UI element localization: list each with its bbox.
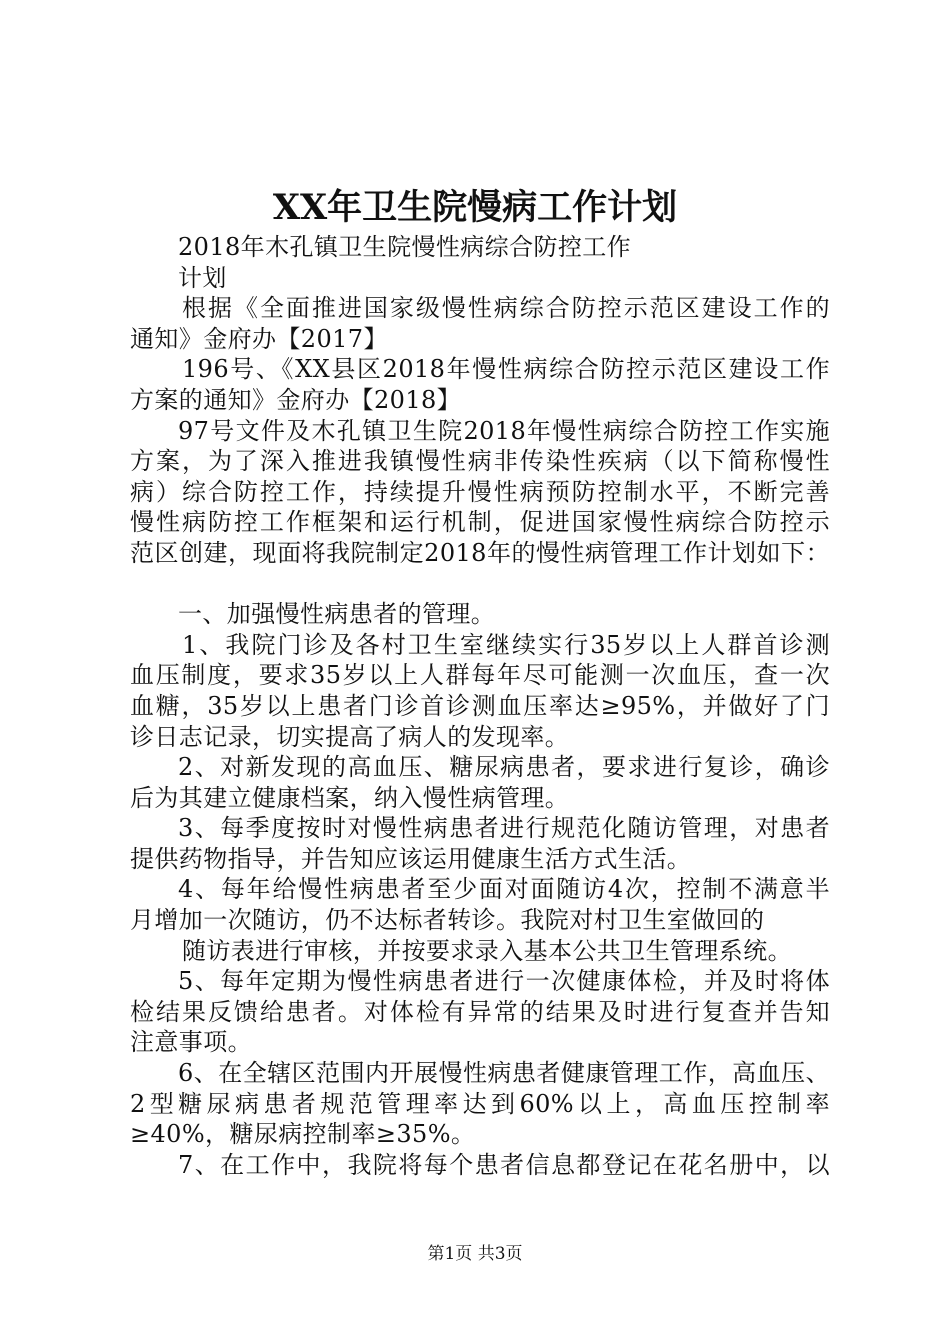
- text-line: 提供药物指导，并告知应该运用健康生活方式生活。: [130, 844, 692, 873]
- text-line: 血糖，35岁以上患者门诊首诊测血压率达≥95%，并做好了门: [130, 691, 830, 720]
- document-body: [130, 232, 830, 1180]
- text-line: 月增加一次随访，仍不达标者转诊。我院对村卫生室做回的: [130, 906, 765, 935]
- text-line: 2、对新发现的高血压、糖尿病患者，要求进行复诊，确诊: [178, 753, 830, 782]
- text-line: 计划: [178, 263, 227, 292]
- document-title: XX年卫生院慢病工作计划: [272, 187, 678, 228]
- text-line: 根据《全面推进国家级慢性病综合防控示范区建设工作的: [182, 294, 830, 323]
- text-line: 一、加强慢性病患者的管理。: [178, 600, 496, 629]
- text-line: 97号文件及木孔镇卫生院2018年慢性病综合防控工作实施: [178, 416, 830, 445]
- text-line: 2018年木孔镇卫生院慢性病综合防控工作: [178, 233, 632, 261]
- text-line: 196号、《XX县区2018年慢性病综合防控示范区建设工作: [182, 355, 830, 384]
- text-line: 后为其建立健康档案，纳入慢性病管理。: [130, 783, 570, 812]
- text-line: 通知》金府办【2017】: [130, 324, 388, 353]
- text-line: ≥40%，糖尿病控制率≥35%。: [130, 1120, 476, 1149]
- text-line: 方案，为了深入推进我镇慢性病非传染性疾病（以下简称慢性: [130, 447, 830, 476]
- text-line: 1、我院门诊及各村卫生室继续实行35岁以上人群首诊测: [182, 630, 830, 659]
- text-line: 注意事项。: [130, 1028, 252, 1057]
- text-line: 4、每年给慢性病患者至少面对面随访4次，控制不满意半: [178, 875, 830, 904]
- text-line: 方案的通知》金府办【2018】: [130, 385, 462, 414]
- text-line: 7、在工作中，我院将每个患者信息都登记在花名册中，以: [178, 1150, 830, 1179]
- text-line: 范区创建，现面将我院制定2018年的慢性病管理工作计划如下：: [130, 538, 830, 567]
- page-footer: 第1页 共3页: [427, 1244, 523, 1264]
- text-line: 诊日志记录，切实提高了病人的发现率。: [130, 722, 570, 751]
- text-line: 6、在全辖区范围内开展慢性病患者健康管理工作，高血压、: [178, 1059, 830, 1088]
- text-line: 血压制度，要求35岁以上人群每年尽可能测一次血压，查一次: [130, 661, 830, 690]
- text-line: 检结果反馈给患者。对体检有异常的结果及时进行复查并告知: [130, 997, 830, 1026]
- text-line: 3、每季度按时对慢性病患者进行规范化随访管理，对患者: [178, 814, 830, 843]
- text-line: 随访表进行审核，并按要求录入基本公共卫生管理系统。: [182, 936, 792, 965]
- text-line: 5、每年定期为慢性病患者进行一次健康体检，并及时将体: [178, 967, 830, 996]
- text-line: 病）综合防控工作，持续提升慢性病预防控制水平，不断完善: [130, 477, 830, 506]
- text-line: 慢性病防控工作框架和运行机制，促进国家慢性病综合防控示: [130, 508, 830, 537]
- text-line: 2型糖尿病患者规范管理率达到60%以上，高血压控制率: [130, 1089, 830, 1118]
- blank-line: [130, 569, 830, 600]
